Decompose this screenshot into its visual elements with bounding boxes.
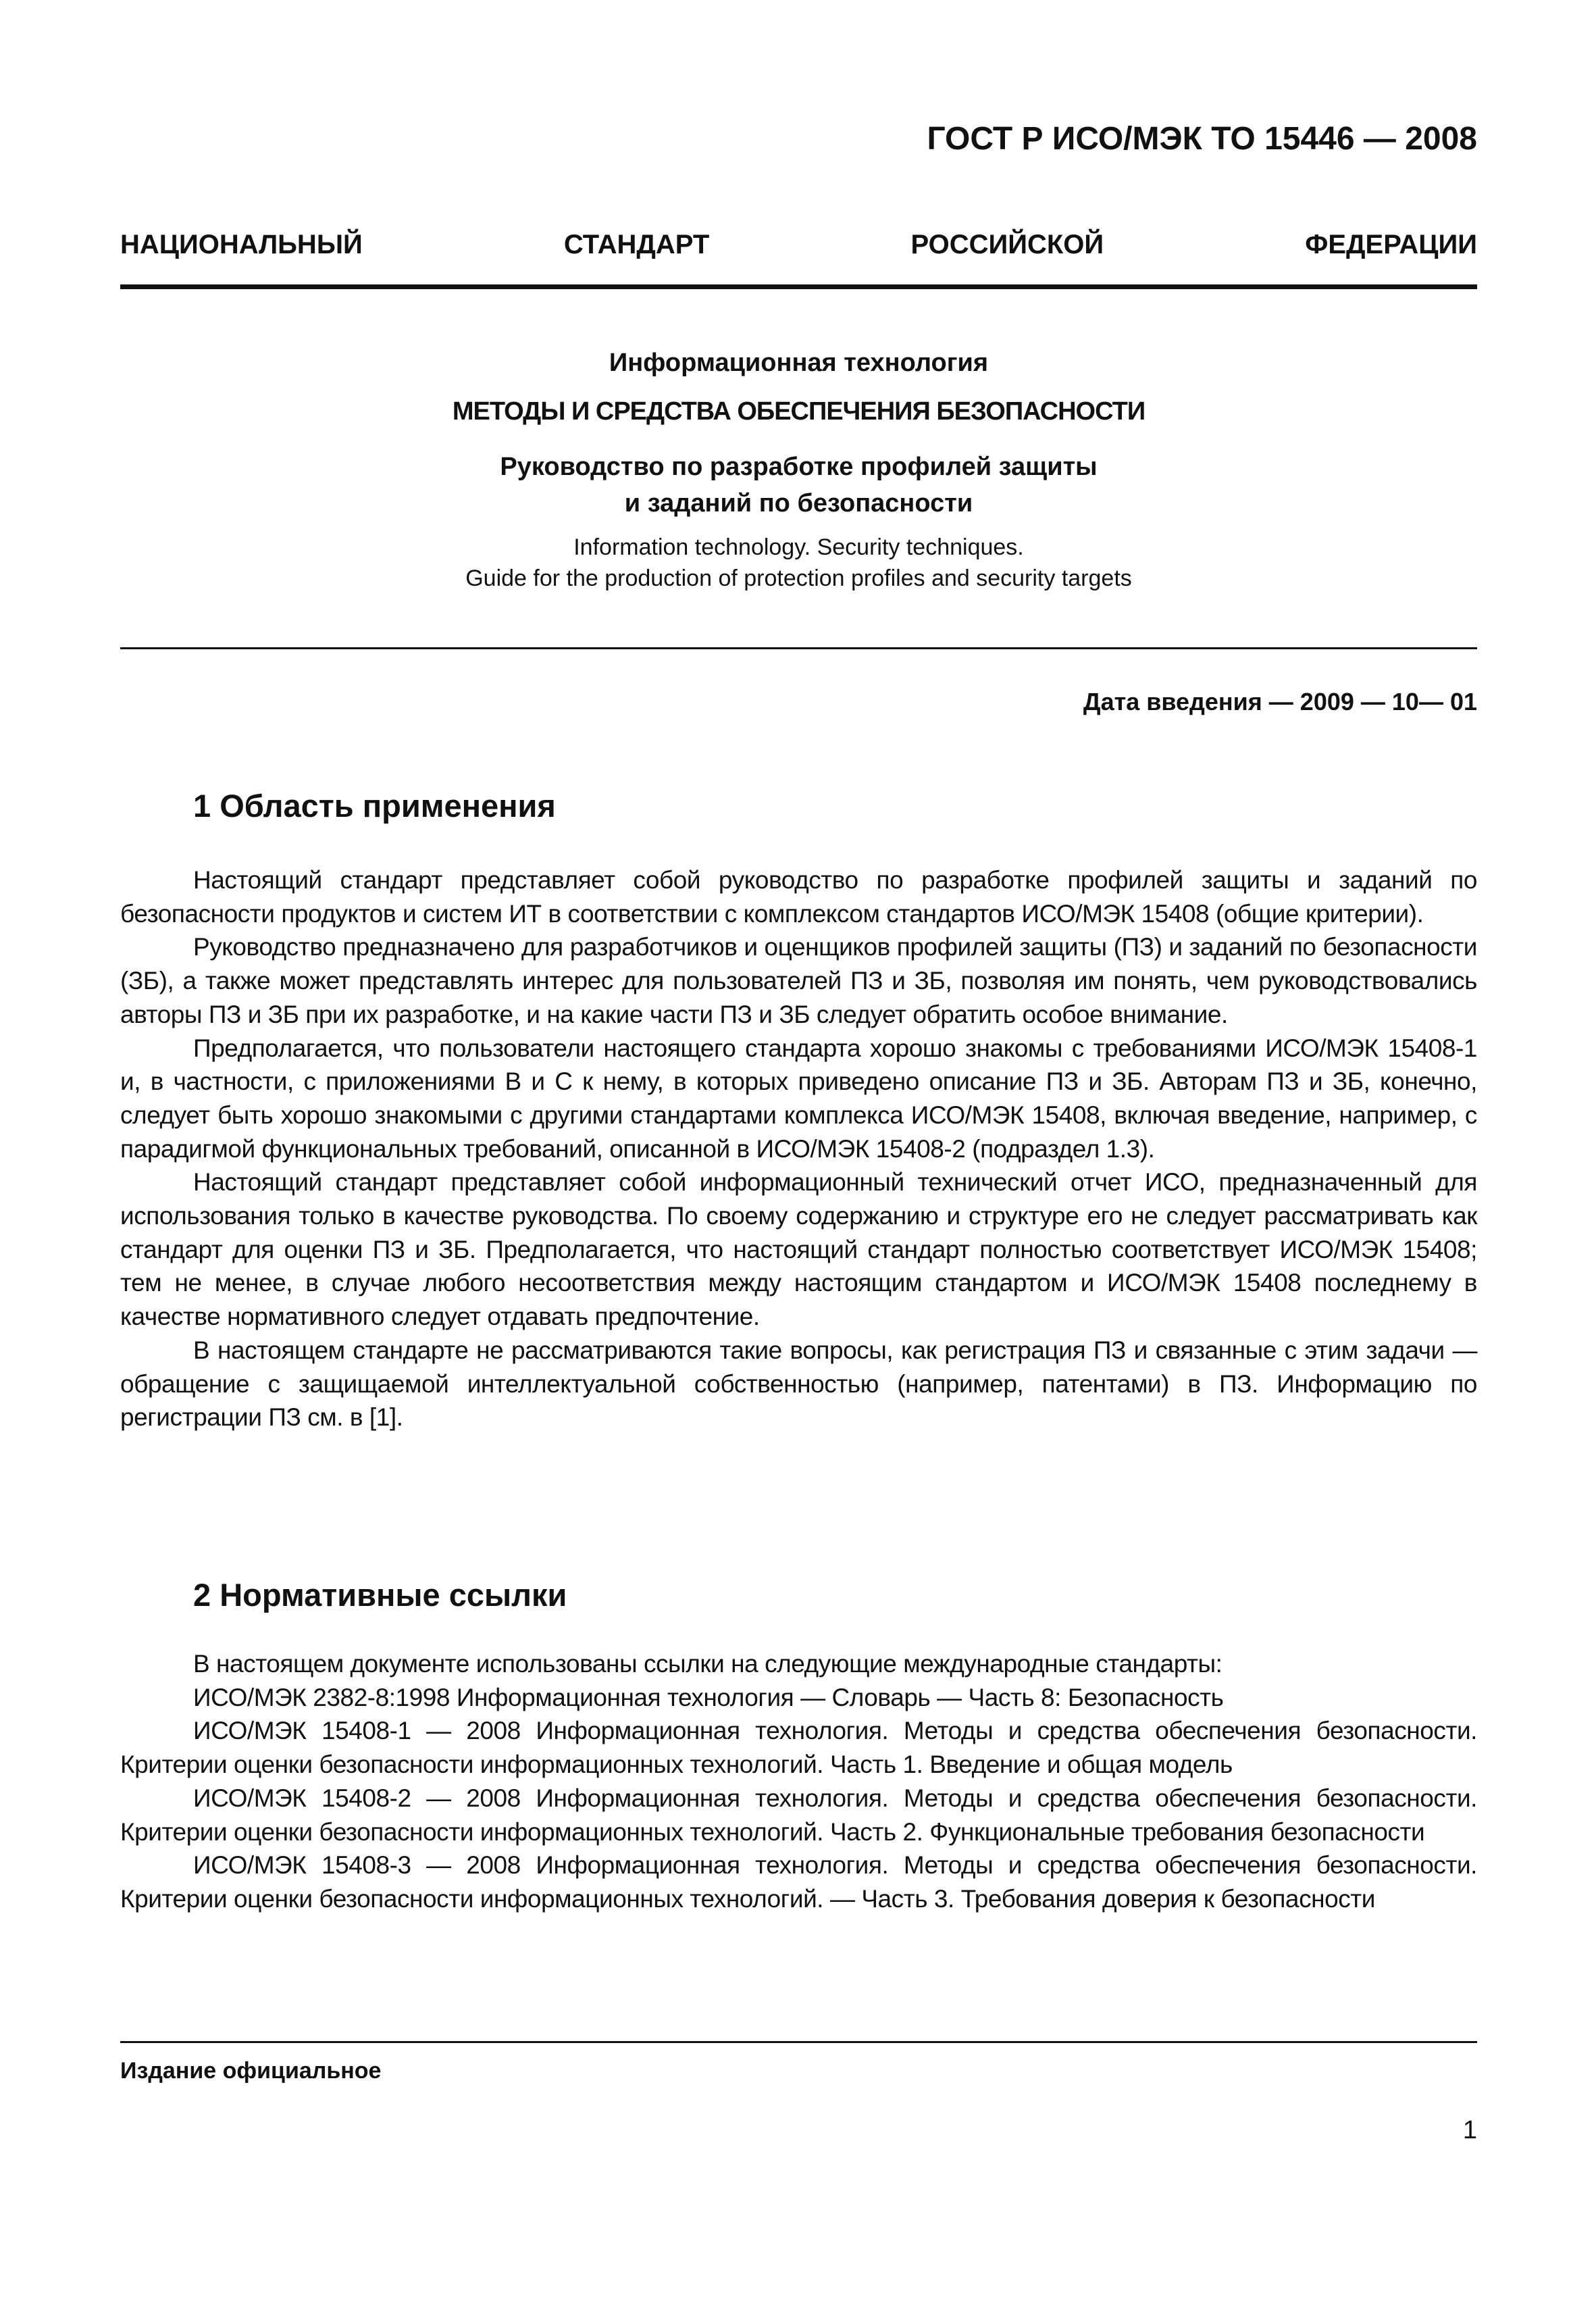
page-number: 1 xyxy=(1462,2116,1477,2144)
reference-item: ИСО/МЭК 15408-1 — 2008 Информационная технология. Методы и средства обеспечения безопасности. Критерии оценки безопасности информационных технологий. Часть 1. Введение и общая модель xyxy=(120,1717,1477,1779)
banner-word: ФЕДЕРАЦИИ xyxy=(1305,230,1477,259)
title-line-1: Информационная технология xyxy=(609,349,989,377)
paragraph: Настоящий стандарт представляет собой руководство по разработке профилей защиты и заданий по безопасности продуктов и систем ИТ в соответствии с комплексом стандартов ИСО/МЭК 15408 (общие критерии). xyxy=(120,866,1477,928)
reference-item: ИСО/МЭК 2382-8:1998 Информационная технология — Словарь — Часть 8: Безопасность xyxy=(193,1683,1224,1711)
header-divider xyxy=(120,284,1477,289)
title-line-2: МЕТОДЫ И СРЕДСТВА ОБЕСПЕЧЕНИЯ БЕЗОПАСНОСТИ xyxy=(452,397,1145,426)
english-title xyxy=(120,532,1477,594)
footer-divider xyxy=(120,2041,1477,2043)
title-line-3-4 xyxy=(120,449,1477,522)
banner-word: НАЦИОНАЛЬНЫЙ xyxy=(120,230,363,259)
title-line-4: и заданий по безопасности xyxy=(624,489,973,518)
paragraph: Руководство предназначено для разработчиков и оценщиков профилей защиты (ПЗ) и заданий по безопасности (ЗБ), а также может представлять интерес для пользователей ПЗ и ЗБ, позволяя им понять, чем руководствовались авторы ПЗ и ЗБ при их разработке, и на какие части ПЗ и ЗБ следует обратить особое внимание. xyxy=(120,933,1477,1028)
title-line-3: Руководство по разработке профилей защиты xyxy=(500,453,1098,481)
english-title-line-2: Guide for the production of protection profiles and security targets xyxy=(465,565,1132,591)
reference-item: ИСО/МЭК 15408-3 — 2008 Информационная технология. Методы и средства обеспечения безопасности. Критерии оценки безопасности информационных технологий. — Часть 3. Требования доверия к безопасности xyxy=(120,1851,1477,1913)
banner-word: РОССИЙСКОЙ xyxy=(910,230,1104,259)
reference-item: ИСО/МЭК 15408-2 — 2008 Информационная технология. Методы и средства обеспечения безопасности. Критерии оценки безопасности информационных технологий. Часть 2. Функциональные требования безопасности xyxy=(120,1784,1477,1846)
introduction-date: Дата введения — 2009 — 10— 01 xyxy=(1083,688,1477,715)
paragraph: Настоящий стандарт представляет собой информационный технический отчет ИСО, предназначенный для использования только в качестве руководства. По своему содержанию и структуре его не следует рассматривать как стандарт для оценки ПЗ и ЗБ. Предполагается, что настоящий стандарт полностью соответствует ИСО/МЭК 15408; тем не менее, в случае любого несоответствия между настоящим стандартом и ИСО/МЭК 15408 последнему в качестве нормативного следует отдавать предпочтение. xyxy=(120,1168,1477,1331)
paragraph: В настоящем стандарте не рассматриваются такие вопросы, как регистрация ПЗ и связанные с этим задачи — обращение с защищаемой интеллектуальной собственностью (например, патентами) в ПЗ. Информацию по регистрации ПЗ см. в [1]. xyxy=(120,1336,1477,1432)
section-2-heading: 2 Нормативные ссылки xyxy=(193,1577,567,1613)
paragraph: Предполагается, что пользователи настоящего стандарта хорошо знакомы с требованиями ИСО/МЭК 15408-1 и, в частности, с приложениями В и С к нему, в которых приведено описание ПЗ и ЗБ. Авторам ПЗ и ЗБ, конечно, следует быть хорошо знакомыми с другими стандартами комплекса ИСО/МЭК 15408, включая введение, например, с парадигмой функциональных требований, описанной в ИСО/МЭК 15408-2 (подраздел 1.3). xyxy=(120,1034,1477,1163)
official-edition-label: Издание официальное xyxy=(120,2058,382,2084)
section-2-body xyxy=(120,1647,1477,1916)
section-1-body xyxy=(120,863,1477,1434)
paragraph: В настоящем документе использованы ссылки на следующие международные стандарты: xyxy=(193,1650,1222,1678)
section-1-heading: 1 Область применения xyxy=(193,788,556,824)
banner-word: СТАНДАРТ xyxy=(563,230,710,259)
national-standard-banner xyxy=(120,230,1477,260)
document-code: ГОСТ Р ИСО/МЭК ТО 15446 — 2008 xyxy=(927,121,1477,157)
title-divider xyxy=(120,647,1477,649)
english-title-line-1: Information technology. Security techniques. xyxy=(573,534,1024,560)
